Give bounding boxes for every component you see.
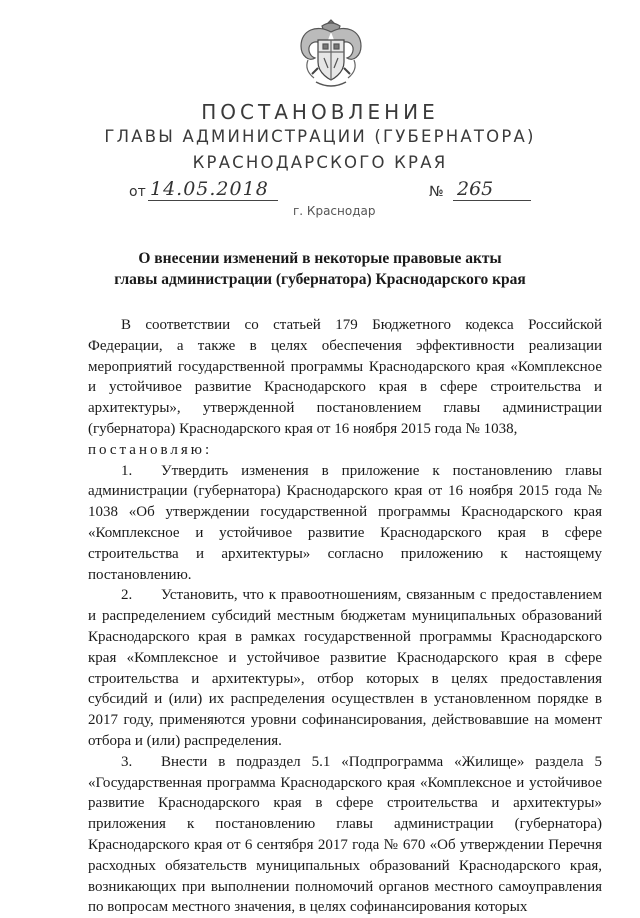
- item-number: 1.: [121, 462, 133, 479]
- region-heading: КРАСНОДАРСКОГО КРАЯ: [192, 153, 448, 172]
- document-type-heading: ПОСТАНОВЛЕНИЕ: [201, 100, 439, 124]
- item-text: Утвердить изменения в приложение к постановлению главы администрации (губернатора) Краснодарского края от 16 ноября 2015 года № 1038 «Об утверждении государственной программы Краснодарского края «Комплексное и устойчивое развитие Краснодарского края в сфере строительства и архитектуры» согласно приложению к настоящему постановлению.: [88, 462, 602, 583]
- item-number: 2.: [121, 587, 133, 604]
- decree-paragraph: [88, 440, 602, 461]
- document-number: 265: [453, 178, 531, 201]
- item-paragraph: [88, 461, 602, 586]
- issuer-heading: ГЛАВЫ АДМИНИСТРАЦИИ (ГУБЕРНАТОРА): [104, 127, 536, 146]
- intro-text: В соответствии со статьей 179 Бюджетного кодекса Российской Федерации, а также в целях обеспечения эффективности реализации мероприятий государственной программы Краснодарского края «Комплексное и устойчивое развитие Краснодарского края в сфере строительства и архитектуры», утвержденной постановлением главы администрации (губернатора) Краснодарского края от 16 ноября 2015 года № 1038,: [88, 317, 602, 437]
- document-title-line-2: главы администрации (губернатора) Краснодарского края: [114, 271, 526, 288]
- decree-word: постановляю:: [88, 441, 213, 458]
- number-prefix: №: [429, 184, 444, 200]
- date-prefix: от: [129, 184, 146, 200]
- document-date: 14.05.2018: [148, 178, 278, 201]
- item-paragraph: [88, 752, 602, 918]
- item-paragraph: [88, 585, 602, 751]
- item-number: 3.: [121, 753, 133, 770]
- intro-paragraph: [88, 315, 602, 440]
- item-text: Установить, что к правоотношениям, связанным с предоставлением и распределением субсидий местным бюджетам муниципальных образований Краснодарского края в рамках государственной программы Краснодарского края «Комплексное и устойчивое развитие Краснодарского края в сфере строительства и архитектуры», отбор которых в целях предоставления субсидий и (или) их распределения осуществлен в установленном порядке в 2017 году, применяются уровни софинансирования, действовавшие на момент отбора и (или) распределения.: [88, 587, 602, 749]
- item-text: Внести в подраздел 5.1 «Подпрограмма «Жилище» раздела 5 «Государственная программа Краснодарского края «Комплексное и устойчивое развитие Краснодарского края в сфере строительства и архитектуры» приложения к постановлению главы администрации (губернатора) Краснодарского края от 6 сентября 2017 года № 670 «Об утверждении Перечня расходных обязательств муниципальных образований Краснодарского края, возникающих при выполнении полномочий органов местного самоуправления по вопросам местного значения, в целях софинансирования которых: [88, 753, 602, 916]
- city-label: г. Краснодар: [293, 204, 376, 218]
- coat-of-arms-icon: [296, 16, 366, 90]
- document-title-line-1: О внесении изменений в некоторые правовые акты: [138, 250, 502, 267]
- document-body: [88, 315, 602, 918]
